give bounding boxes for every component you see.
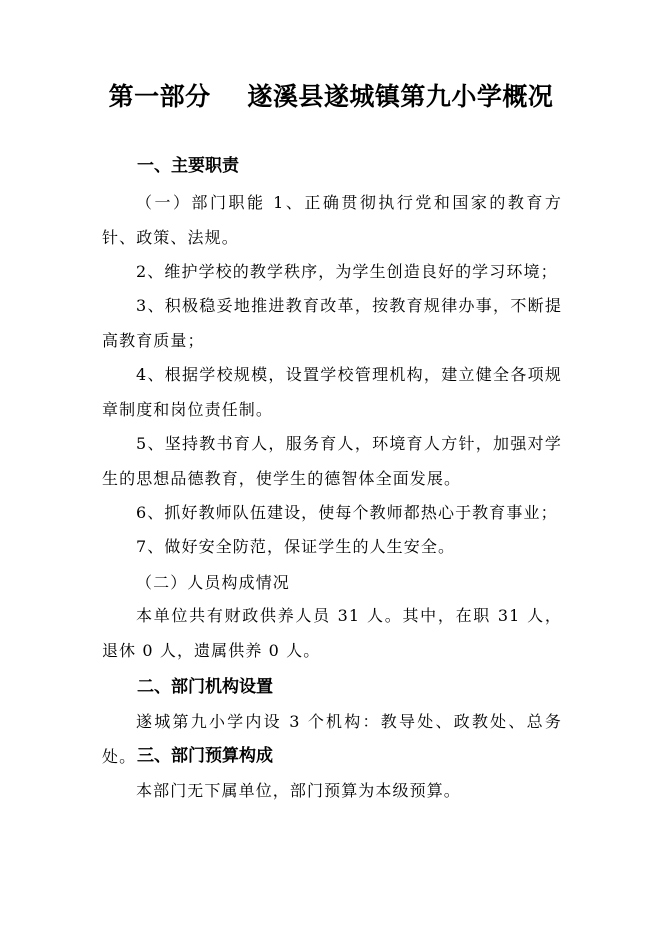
section-heading-budget: 三、部门预算构成: [137, 746, 273, 766]
staffing-text: 本单位共有财政供养人员 31 人。其中，在职 31 人，退休 0 人，遗属供养 0 人。: [102, 606, 562, 660]
section-heading-responsibilities: 一、主要职责: [137, 156, 239, 176]
responsibility-item-3: 3、积极稳妥地推进教育改革，按教育规律办事，不断提高教育质量；: [102, 296, 562, 350]
responsibility-item-7: 7、做好安全防范，保证学生的人生安全。: [136, 537, 456, 556]
staffing-heading: （二）人员构成情况: [136, 573, 290, 592]
responsibility-item-2: 2、维护学校的教学秩序，为学生创造良好的学习环境；: [136, 262, 558, 281]
responsibility-item-5: 5、坚持教书育人，服务育人，环境育人方针，加强对学生的思想品德教育，使学生的德智体全面发展。: [102, 434, 562, 488]
budget-text: 本部门无下属单位，部门预算为本级预算。: [136, 781, 461, 800]
structure-text: 遂城第九小学内设 3 个机构：教导处、政教处、总务处。: [102, 712, 562, 766]
responsibility-item-6: 6、抓好教师队伍建设，使每个教师都热心于教育事业；: [136, 503, 558, 522]
section-heading-structure: 二、部门机构设置: [137, 677, 273, 697]
responsibility-item-4: 4、根据学校规模，设置学校管理机构，建立健全各项规章制度和岗位责任制。: [102, 365, 562, 419]
responsibility-item-1: （一）部门职能 1、正确贯彻执行党和国家的教育方针、政策、法规。: [102, 193, 562, 247]
page-title: 第一部分 遂溪县遂城镇第九小学概况: [108, 82, 554, 111]
